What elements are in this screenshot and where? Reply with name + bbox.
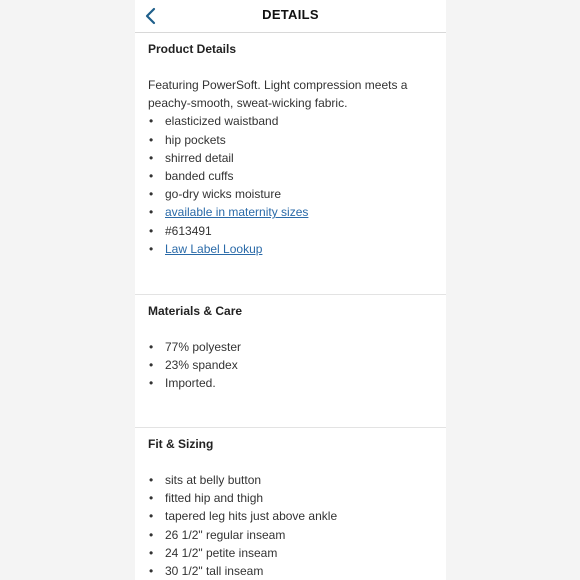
list-item: • Imported. (148, 374, 434, 392)
product-description: Featuring PowerSoft. Light compression meets a peachy-smooth, sweat-wicking fabric. (148, 78, 408, 111)
law-label-lookup-link[interactable]: Law Label Lookup (165, 241, 263, 256)
section-divider (135, 427, 446, 428)
maternity-sizes-link[interactable]: available in maternity sizes (165, 205, 309, 220)
materials-care-title: Materials & Care (148, 304, 243, 318)
product-details-title-wrap (148, 42, 434, 56)
product-details-section (148, 76, 434, 258)
list-item: • tapered leg hits just above ankle (148, 507, 434, 525)
product-details-list (148, 112, 434, 258)
list-item: • 77% polyester (148, 338, 434, 356)
materials-care-title-wrap (148, 304, 434, 318)
details-screen (135, 0, 446, 580)
list-item: • fitted hip and thigh (148, 489, 434, 507)
list-item-item-number: • #613491 (148, 222, 434, 240)
materials-care-list (148, 338, 434, 393)
list-item: • 30 1/2" tall inseam (148, 562, 434, 580)
header-bar (135, 0, 446, 33)
fit-sizing-section (148, 471, 434, 580)
list-item: • hip pockets (148, 131, 434, 149)
fit-sizing-title: Fit & Sizing (148, 437, 214, 451)
product-details-title: Product Details (148, 42, 237, 56)
fit-sizing-list (148, 471, 434, 580)
page-title: DETAILS (262, 7, 319, 22)
list-item: • sits at belly button (148, 471, 434, 489)
list-item: • shirred detail (148, 149, 434, 167)
list-item: • elasticized waistband (148, 112, 434, 130)
list-item: • 26 1/2" regular inseam (148, 526, 434, 544)
section-divider (135, 294, 446, 295)
list-item-maternity (148, 203, 434, 221)
materials-care-section (148, 338, 434, 393)
list-item: • 23% spandex (148, 356, 434, 374)
fit-sizing-title-wrap (148, 437, 434, 451)
list-item: • banded cuffs (148, 167, 434, 185)
list-item: • 24 1/2" petite inseam (148, 544, 434, 562)
list-item: • go-dry wicks moisture (148, 185, 434, 203)
list-item-law-label (148, 240, 434, 258)
